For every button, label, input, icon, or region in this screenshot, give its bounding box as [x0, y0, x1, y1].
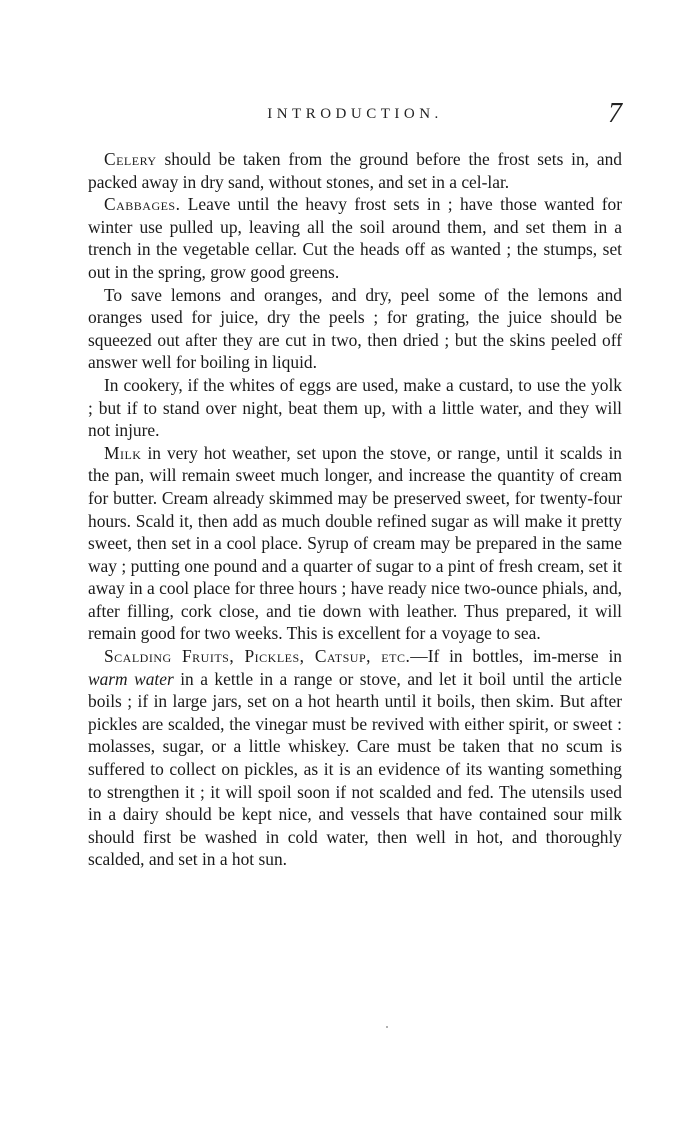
body-text	[88, 148, 622, 871]
paragraph-text: in a kettle in a range or stove, and let it boil until the article boils ; if in large jars, set on a hot hearth until it boils, then skim. But after pickles are scalded, the vinegar must be revived with either spirit, or sweet : molasses, sugar, or a little whiskey. Care must be taken that no scum is suffered to collect on pickles, as it is an evidence of its wanting something to strengthen it ; it will spoil soon if not scalded and fed. The utensils used in a dairy should be kept nice, and vessels that have contained sour milk should first be washed in cold water, then well in hot, and thoroughly scalded, and set in a hot sun.	[88, 668, 622, 870]
paragraph-celery	[88, 148, 622, 193]
paragraph-text: Leave until the heavy frost sets in ; have those wanted for winter use pulled up, leaving all the soil around them, and set them in a trench in the vegetable cellar. Cut the heads off as wanted ; the stumps, set out in the spring, grow good greens.	[88, 194, 622, 282]
page-number: 7	[608, 98, 622, 129]
print-speck	[386, 1026, 388, 1028]
paragraph-milk	[88, 442, 622, 645]
paragraph-lemons	[88, 284, 622, 374]
paragraph-scalding	[88, 645, 622, 871]
paragraph-italic: warm water	[88, 668, 174, 689]
paragraph-lead: Celery	[104, 149, 157, 169]
paragraph-lead: Cabbages.	[104, 194, 181, 215]
paragraph-text: In cookery, if the whites of eggs are used, make a custard, to use the yolk ; but if to stand over night, beat them up, with a little water, and they will not injure.	[88, 374, 622, 441]
paragraph-text: —If in bottles, im-merse in	[410, 646, 622, 667]
page-title: INTRODUCTION.	[267, 106, 443, 122]
paragraph-eggs	[88, 374, 622, 442]
paragraph-text: To save lemons and oranges, and dry, peel some of the lemons and oranges used for juice, dry the peels ; for grating, the juice should be squeezed out after they are cut in two, then dried ; but the skins peeled off answer well for boiling in liquid.	[88, 284, 622, 373]
paragraph-cabbages	[88, 193, 622, 283]
paragraph-text: should be taken from the ground before the frost sets in, and packed away in dry sand, without stones, and set in a cel-lar.	[88, 149, 622, 192]
paragraph-lead: Scalding Fruits, Pickles, Catsup, etc.	[104, 646, 411, 667]
running-header	[88, 98, 622, 130]
paragraph-text: in very hot weather, set upon the stove, or range, until it scalds in the pan, will remain sweet much longer, and increase the quantity of cream for butter. Cream already skimmed may be preserved sweet, for twenty-four hours. Scald it, then add as much double refined sugar as will make it pretty sweet, then set in a cool place. Syrup of cream may be prepared in the same way ; putting one pound and a quarter of sugar to a pint of fresh cream, set it away in a cool place for three hours ; have ready nice two-ounce phials, and, after filling, cork close, and tie down with leather. Thus prepared, it will remain good for two weeks. This is excellent for a voyage to sea.	[88, 442, 622, 644]
paragraph-lead: Milk	[104, 442, 142, 463]
